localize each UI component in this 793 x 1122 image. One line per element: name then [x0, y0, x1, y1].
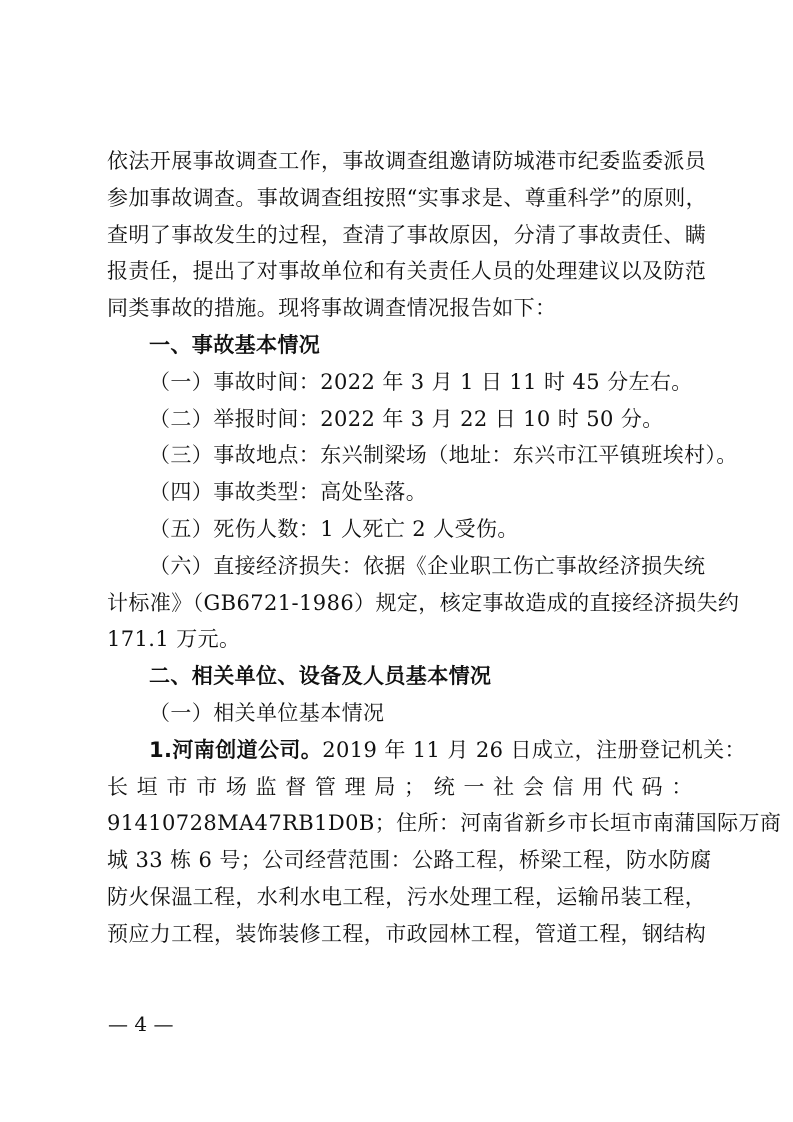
text-line: 查明了事故发生的过程，查清了事故原因，分清了事故责任、瞒 [107, 222, 707, 247]
company-paragraph-line-6: 预应力工程，装饰装修工程，市政园林工程，管道工程，钢结构 [107, 921, 707, 946]
accident-location: （三）事故地点：东兴制梁场（地址：东兴市江平镇班埃村）。 [149, 443, 738, 468]
economic-loss-line-1: （六）直接经济损失：依据《企业职工伤亡事故经济损失统 [149, 553, 706, 578]
accident-time: （一）事故时间：2022 年 3 月 1 日 11 时 45 分左右。 [149, 369, 693, 394]
justified-char: 长 [107, 774, 129, 799]
company-paragraph-line-4: 城 33 栋 6 号；公司经营范围：公路工程，桥梁工程，防水防腐 [107, 848, 712, 873]
justified-char: 理 [344, 774, 367, 799]
justified-char: 局 [374, 774, 396, 799]
economic-loss-line-2: 计标准》（GB6721-1986）规定，核定事故造成的直接经济损失约 [107, 590, 740, 615]
section-heading-2: 二、相关单位、设备及人员基本情况 [149, 664, 492, 689]
text-line: 同类事故的措施。现将事故调查情况报告如下： [107, 296, 557, 321]
subsection-heading: （一）相关单位基本情况 [149, 700, 385, 725]
justified-char: 一 [463, 774, 485, 799]
text-line: 报责任，提出了对事故单位和有关责任人员的处理建议以及防范 [107, 259, 707, 284]
justified-char: ； [404, 774, 426, 799]
justified-char: 监 [255, 774, 277, 799]
body-text [107, 143, 782, 953]
report-time: （二）举报时间：2022 年 3 月 22 日 10 时 50 分。 [149, 406, 664, 431]
justified-char: 督 [285, 774, 307, 799]
company-paragraph-line-2 [107, 769, 693, 806]
text-line: 参加事故调查。事故调查组按照“实事求是、尊重科学”的原则， [107, 185, 708, 210]
justified-char: 场 [225, 774, 248, 799]
justified-char: 码 [641, 774, 664, 799]
justified-char: 信 [552, 774, 574, 799]
justified-char: ： [671, 774, 693, 799]
accident-type: （四）事故类型：高处坠落。 [149, 480, 428, 505]
justified-char: 管 [314, 774, 337, 799]
justified-char: 统 [433, 774, 456, 799]
justified-char: 会 [522, 774, 545, 799]
justified-char: 社 [493, 774, 515, 799]
justified-char: 市 [166, 774, 188, 799]
company-name: 1.河南创道公司。 [149, 737, 323, 762]
casualties: （五）死伤人数：1 人死亡 2 人受伤。 [149, 516, 519, 541]
company-paragraph-line-1 [107, 732, 746, 769]
justified-char: 用 [582, 774, 604, 799]
company-established: 2019 年 11 月 26 日成立，注册登记机关： [322, 737, 746, 762]
text-line: 依法开展事故调查工作，事故调查组邀请防城港市纪委监委派员 [107, 149, 707, 173]
economic-loss-line-3: 171.1 万元。 [107, 627, 241, 652]
section-heading-1: 一、事故基本情况 [149, 332, 321, 357]
company-paragraph-line-5: 防火保温工程，水利水电工程，污水处理工程，运输吊装工程， [107, 884, 707, 909]
company-paragraph-line-3: 91410728MA47RB1D0B；住所：河南省新乡市长垣市南蒲国际万商 [107, 811, 782, 836]
justified-char: 市 [196, 774, 218, 799]
page-number: — 4 — [108, 1012, 174, 1036]
justified-char: 垣 [136, 774, 159, 799]
justified-char: 代 [611, 774, 634, 799]
